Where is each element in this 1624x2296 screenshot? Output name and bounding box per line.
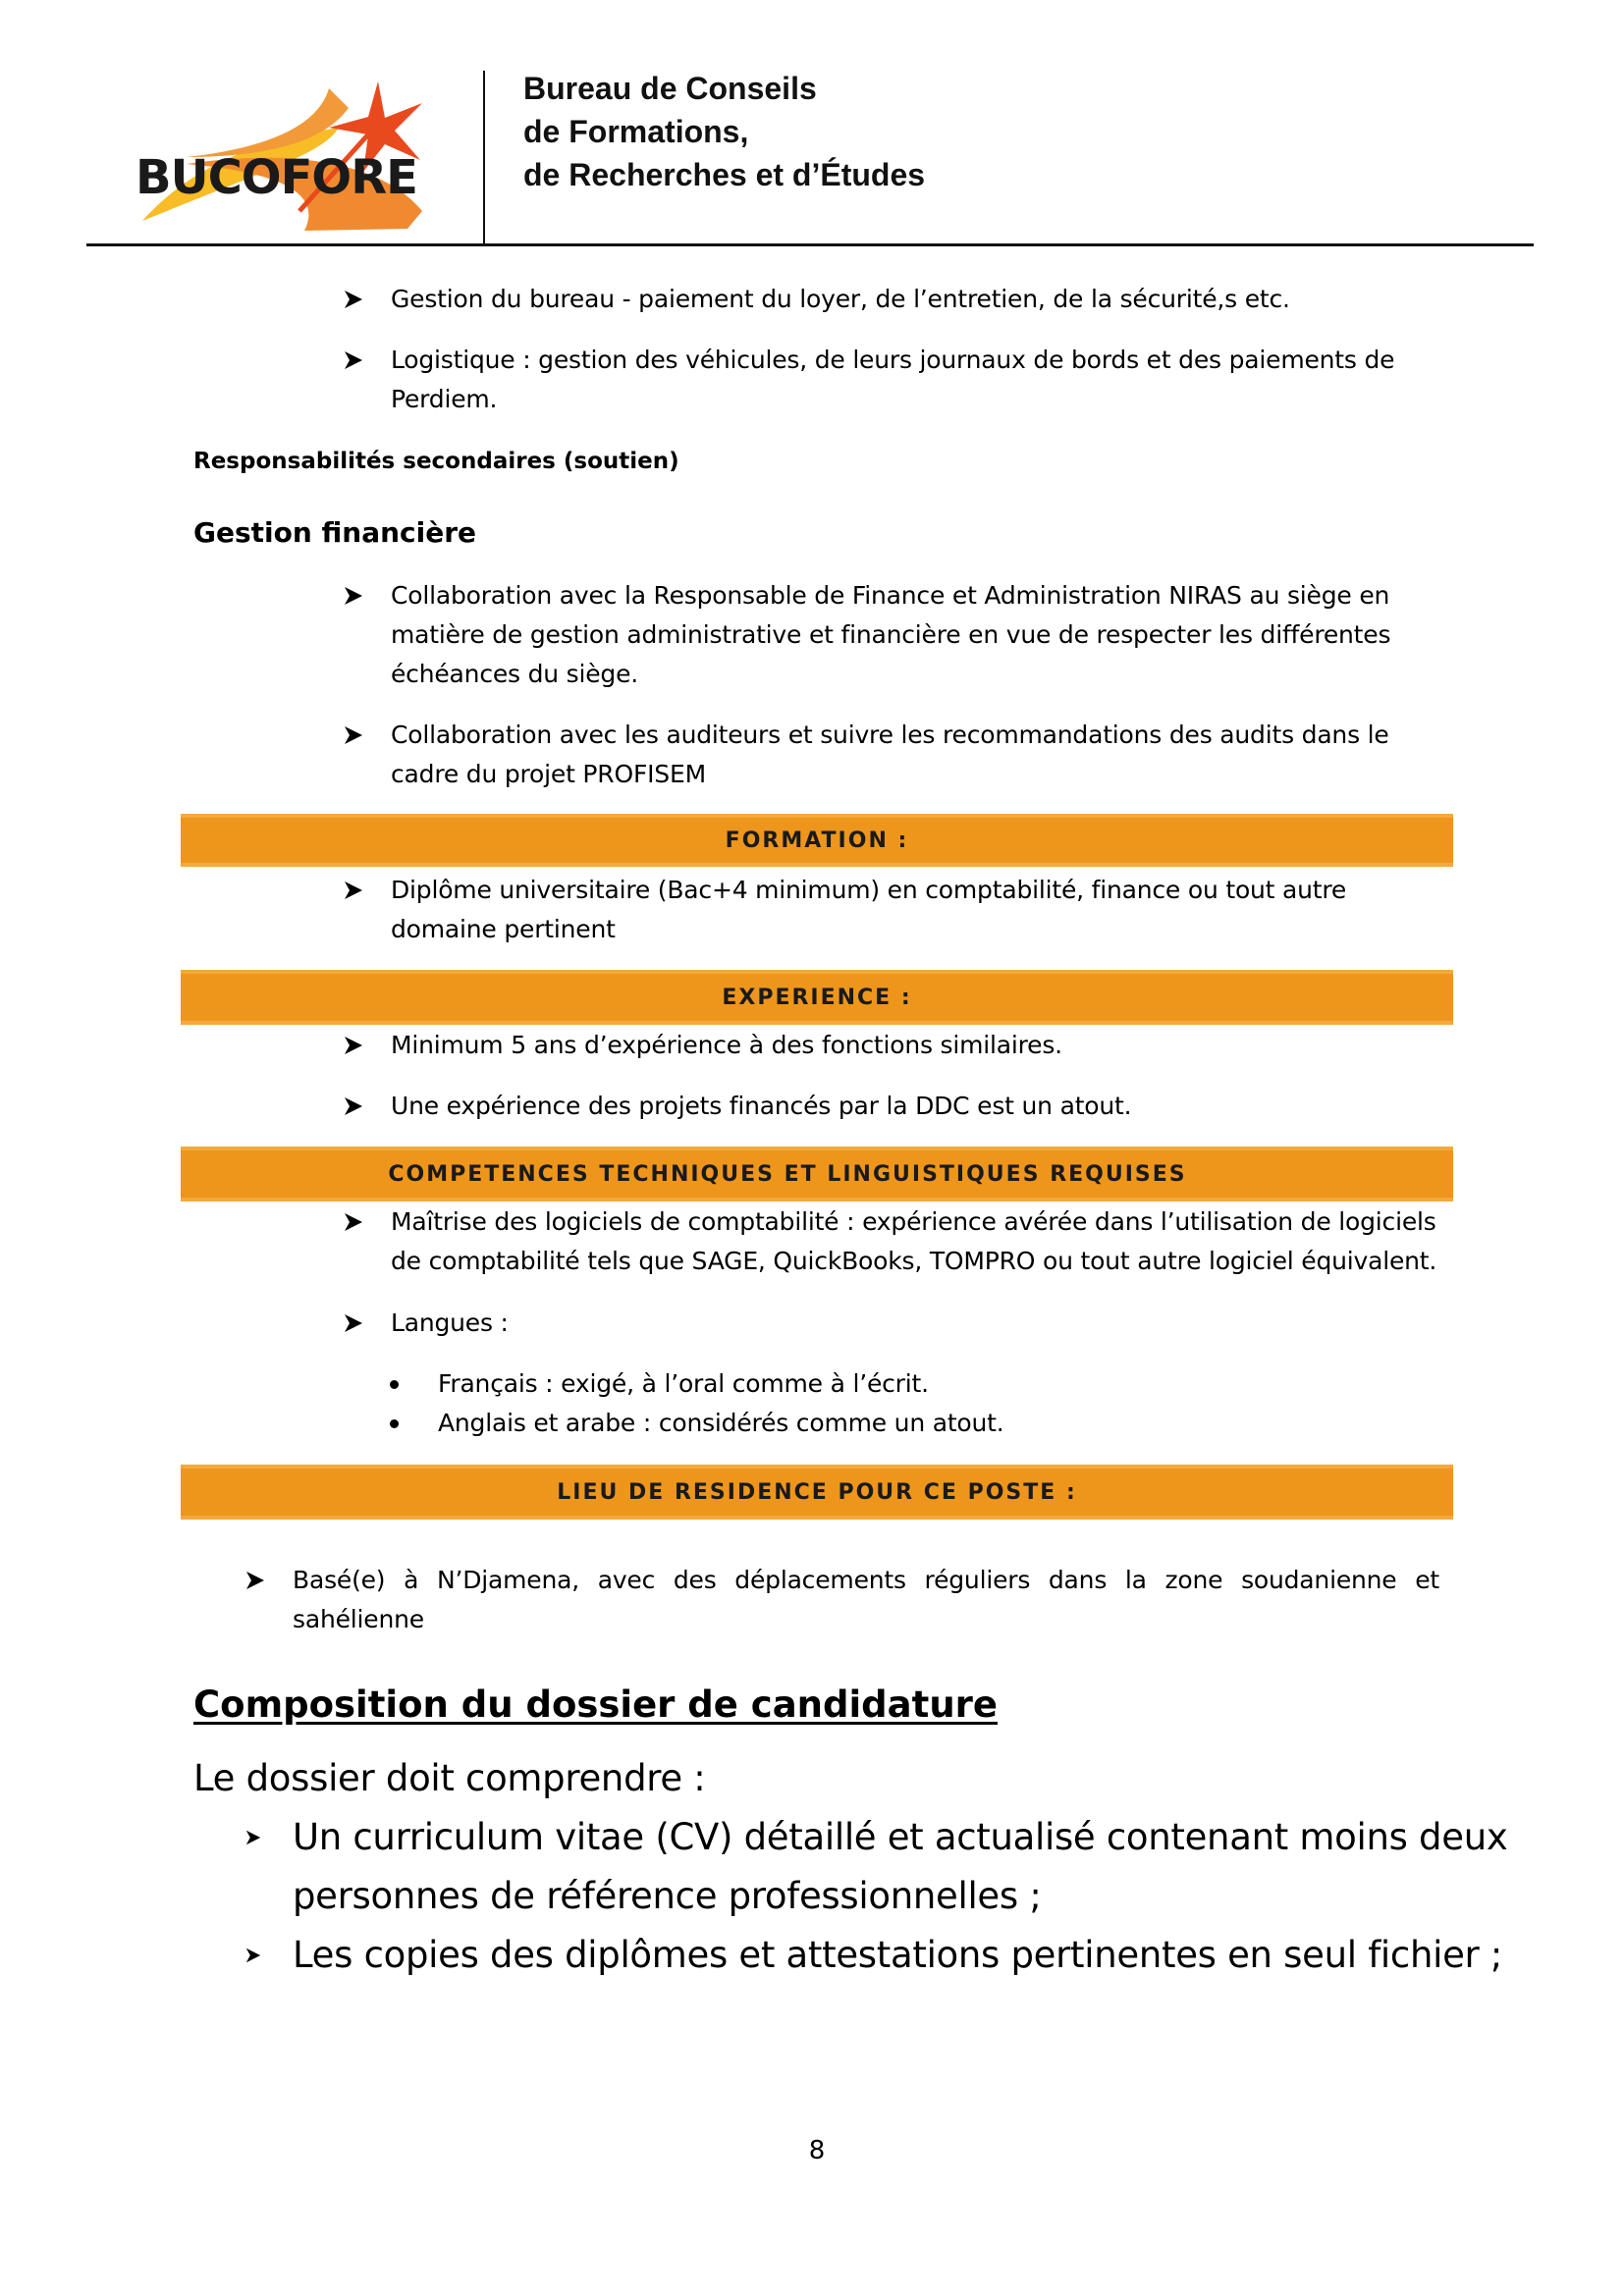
section-bar-competences: COMPETENCES TECHNIQUES ET LINGUISTIQUES REQUISES <box>181 1147 1453 1201</box>
logo <box>128 74 457 240</box>
bullet-cv <box>293 1808 1507 1926</box>
org-name <box>523 67 925 196</box>
arrow-bullet-icon <box>245 1571 265 1590</box>
bullet-residence <box>293 1561 1439 1639</box>
financial-management-heading: Gestion financière <box>193 516 477 549</box>
bullet-accounting-software-line-2: de comptabilité tels que SAGE, QuickBooks, TOMPRO ou tout autre logiciel équivalent. <box>391 1247 1437 1275</box>
bullet-diploma <box>391 871 1346 949</box>
bullet-logistics-line-1: Logistique : gestion des véhicules, de leurs journaux de bords et des paiements de <box>391 346 1395 374</box>
arrow-bullet-icon <box>245 1948 261 1963</box>
bullet-accounting-software <box>391 1202 1436 1281</box>
arrow-bullet-icon <box>344 1036 363 1055</box>
bullet-collab-niras-line-2: matière de gestion administrative et financière en vue de respecter les différentes <box>391 620 1391 649</box>
org-name-line-1: Bureau de Conseils <box>523 71 817 106</box>
org-name-line-3: de Recherches et d’Études <box>523 157 926 192</box>
arrow-bullet-icon <box>245 1830 261 1845</box>
bullet-diploma-copies: Les copies des diplômes et attestations pertinentes en seul fichier ; <box>293 1934 1503 1976</box>
dossier-heading: Composition du dossier de candidature <box>193 1683 999 1726</box>
arrow-bullet-icon <box>344 586 363 606</box>
bullet-collab-auditors-line-1: Collaboration avec les auditeurs et suivre les recommandations des audits dans le <box>391 721 1389 749</box>
arrow-bullet-icon <box>344 725 363 745</box>
bullet-logistics <box>391 341 1394 419</box>
dot-bullet-icon <box>390 1419 399 1428</box>
bullet-languages: Langues : <box>391 1308 509 1337</box>
bullet-collab-niras <box>391 576 1390 694</box>
bullet-ddc-experience: Une expérience des projets financés par la DDC est un atout. <box>391 1092 1132 1120</box>
arrow-bullet-icon <box>344 881 363 900</box>
bullet-cv-line-1: Un curriculum vitae (CV) détaillé et actualisé contenant moins deux <box>293 1816 1508 1858</box>
bullet-accounting-software-line-1: Maîtrise des logiciels de comptabilité : expérience avérée dans l’utilisation de logiciels <box>391 1207 1436 1236</box>
bullet-diploma-line-2: domaine pertinent <box>391 915 616 943</box>
page-number: 8 <box>808 2136 826 2165</box>
secondary-responsibilities-heading: Responsabilités secondaires (soutien) <box>193 449 679 474</box>
bullet-residence-line-2: sahélienne <box>293 1605 424 1633</box>
bullet-diploma-line-1: Diplôme universitaire (Bac+4 minimum) en comptabilité, finance ou tout autre <box>391 876 1347 904</box>
arrow-bullet-icon <box>344 1212 363 1232</box>
language-french: Français : exigé, à l’oral comme à l’écrit. <box>438 1369 929 1398</box>
section-bar-residence: LIEU DE RESIDENCE POUR CE POSTE : <box>181 1465 1453 1520</box>
section-bar-experience: EXPERIENCE : <box>181 970 1453 1025</box>
section-bar-formation: FORMATION : <box>181 814 1453 867</box>
bullet-cv-line-2: personnes de référence professionnelles ; <box>293 1875 1042 1917</box>
bullet-collab-auditors <box>391 716 1389 794</box>
language-english-arabic: Anglais et arabe : considérés comme un atout. <box>438 1409 1004 1437</box>
dot-bullet-icon <box>390 1380 399 1389</box>
arrow-bullet-icon <box>344 1096 363 1116</box>
org-name-line-2: de Formations, <box>523 114 749 149</box>
bullet-collab-niras-line-3: échéances du siège. <box>391 660 639 688</box>
bullet-residence-line-1: Basé(e) à N’Djamena, avec des déplacements réguliers dans la zone soudanienne et <box>293 1566 1439 1594</box>
arrow-bullet-icon <box>344 290 363 309</box>
bullet-office-management: Gestion du bureau - paiement du loyer, de l’entretien, de la sécurité,s etc. <box>391 285 1290 313</box>
logo-wordmark: BUCOFORE <box>135 150 417 205</box>
bullet-min-experience: Minimum 5 ans d’expérience à des fonctions similaires. <box>391 1031 1062 1059</box>
dossier-intro: Le dossier doit comprendre : <box>193 1757 706 1799</box>
arrow-bullet-icon <box>344 1313 363 1333</box>
header-rule <box>86 243 1534 246</box>
bullet-logistics-line-2: Perdiem. <box>391 385 498 413</box>
bullet-collab-auditors-line-2: cadre du projet PROFISEM <box>391 760 706 788</box>
arrow-bullet-icon <box>344 350 363 370</box>
header-divider <box>483 71 485 245</box>
bullet-collab-niras-line-1: Collaboration avec la Responsable de Finance et Administration NIRAS au siège en <box>391 581 1390 610</box>
